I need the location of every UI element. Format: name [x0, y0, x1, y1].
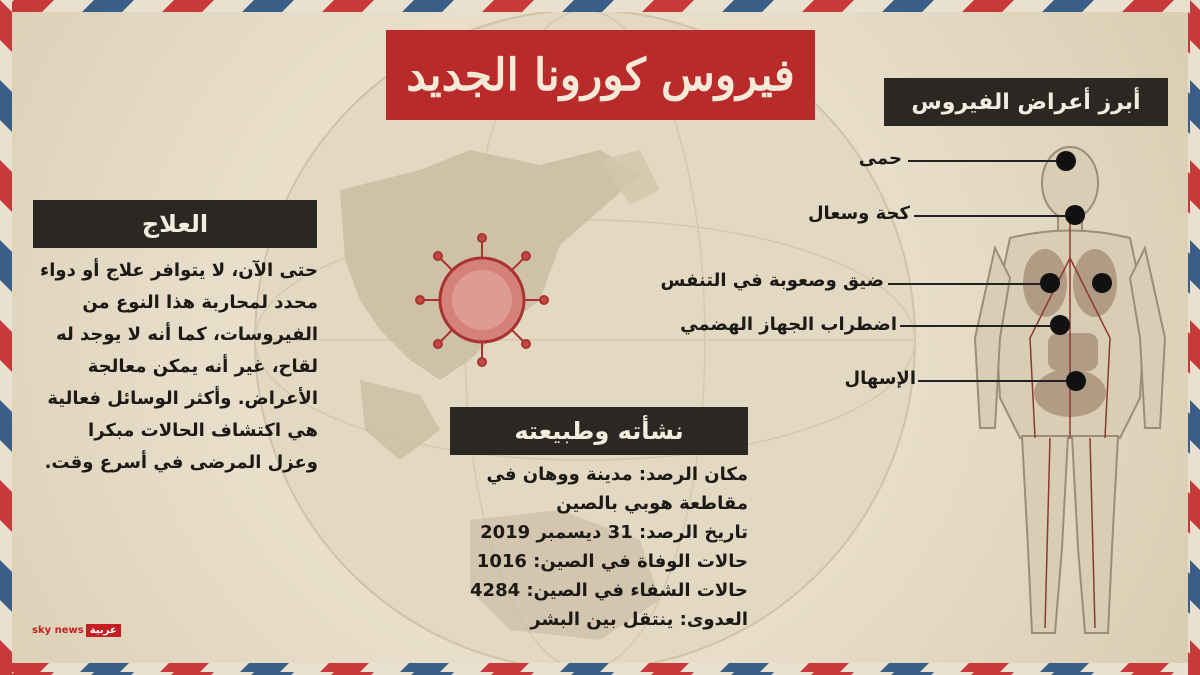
symptom-label-cough: كحة وسعال [807, 203, 910, 224]
symptom-label-breathing: ضيق وصعوبة في التنفس [660, 270, 884, 291]
sky-news-arabia-logo [30, 624, 121, 637]
symptoms-heading-box [884, 78, 1168, 126]
page-title: فيروس كورونا الجديد [406, 49, 795, 101]
symptom-marker [1040, 273, 1060, 293]
logo-arabic: عربية [86, 624, 121, 637]
symptom-marker [1056, 151, 1076, 171]
treatment-heading: العلاج [141, 210, 209, 238]
treatment-heading-box [33, 200, 317, 248]
treatment-line: هي اكتشاف الحالات مبكرا [88, 420, 318, 441]
symptom-leader [900, 325, 1052, 327]
origin-heading: نشأته وطبيعته [514, 417, 684, 445]
origin-line: مكان الرصد: مدينة ووهان في [486, 464, 748, 485]
treatment-line: الفيروسات، كما أنه لا يوجد له [56, 324, 318, 345]
symptom-leader [908, 160, 1060, 162]
treatment-text [18, 255, 318, 479]
treatment-line: لقاح، غير أنه يمكن معالجة [87, 356, 318, 377]
symptom-marker [1065, 205, 1085, 225]
title-banner [386, 30, 815, 120]
origin-line: مقاطعة هوبي بالصين [556, 493, 748, 514]
origin-line: العدوى: ينتقل بين البشر [530, 609, 748, 630]
treatment-line: وعزل المرضى في أسرع وقت. [44, 452, 318, 473]
symptom-leader [888, 283, 1044, 285]
origin-text [440, 460, 748, 634]
origin-line: تاريخ الرصد: 31 ديسمبر 2019 [480, 522, 748, 543]
treatment-line: محدد لمحاربة هذا النوع من [82, 292, 318, 313]
symptom-marker [1050, 315, 1070, 335]
symptom-leader [918, 380, 1068, 382]
symptom-label-digestive: اضطراب الجهاز الهضمي [680, 314, 897, 335]
treatment-line: الأعراض. وأكثر الوسائل فعالية [47, 388, 318, 409]
origin-heading-box [450, 407, 748, 455]
logo-brand: sky news [32, 625, 84, 636]
symptom-marker [1066, 371, 1086, 391]
symptom-marker [1092, 273, 1112, 293]
origin-line: حالات الشفاء في الصين: 4284 [470, 580, 748, 601]
symptoms-heading: أبرز أعراض الفيروس [911, 89, 1141, 115]
symptom-leader [914, 215, 1066, 217]
symptom-label-fever: حمى [858, 148, 902, 169]
treatment-line: حتى الآن، لا يتوافر علاج أو دواء [40, 260, 318, 281]
origin-line: حالات الوفاة في الصين: 1016 [476, 551, 748, 572]
symptom-label-diarrhea: الإسهال [844, 368, 916, 389]
